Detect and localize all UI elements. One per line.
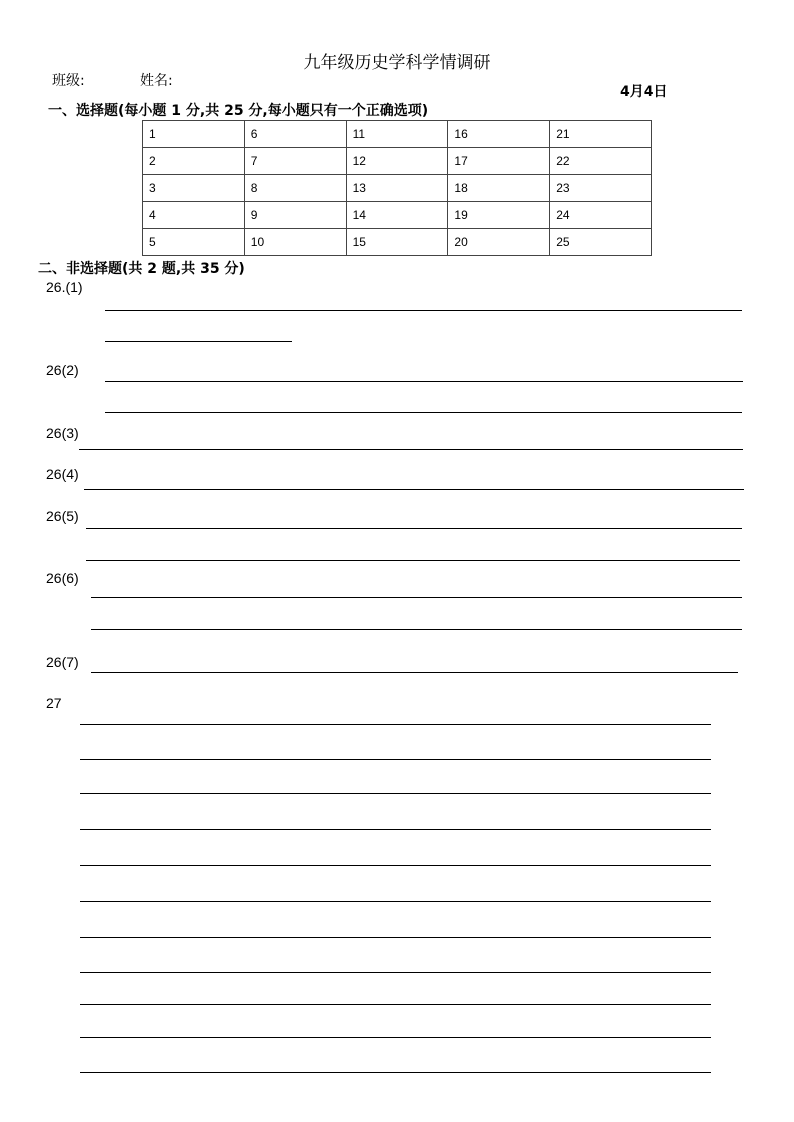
question-label-27: 27 [46, 695, 62, 711]
answer-cell[interactable]: 23 [550, 175, 652, 202]
answer-line[interactable] [105, 412, 742, 413]
answer-cell[interactable]: 5 [143, 229, 245, 256]
answer-line[interactable] [84, 489, 744, 490]
answer-line[interactable] [80, 901, 711, 902]
question-label-26-7: 26(7) [46, 654, 79, 670]
table-row [143, 175, 652, 202]
answer-cell[interactable]: 8 [244, 175, 346, 202]
answer-line[interactable] [80, 865, 711, 866]
answer-cell[interactable]: 21 [550, 121, 652, 148]
answer-line[interactable] [91, 629, 742, 630]
answer-cell[interactable]: 16 [448, 121, 550, 148]
answer-cell[interactable]: 24 [550, 202, 652, 229]
answer-line[interactable] [80, 724, 711, 725]
class-label: 班级: [52, 73, 85, 89]
answer-line[interactable] [79, 449, 743, 450]
question-label-26-4: 26(4) [46, 466, 79, 482]
answer-cell[interactable]: 3 [143, 175, 245, 202]
answer-line[interactable] [80, 972, 711, 973]
answer-cell[interactable]: 11 [346, 121, 448, 148]
answer-cell[interactable]: 7 [244, 148, 346, 175]
answer-cell[interactable]: 1 [143, 121, 245, 148]
answer-cell[interactable]: 13 [346, 175, 448, 202]
question-label-26-5: 26(5) [46, 508, 79, 524]
answer-cell[interactable]: 22 [550, 148, 652, 175]
table-row [143, 202, 652, 229]
answer-cell[interactable]: 25 [550, 229, 652, 256]
answer-cell[interactable]: 20 [448, 229, 550, 256]
answer-cell[interactable]: 9 [244, 202, 346, 229]
answer-line[interactable] [80, 937, 711, 938]
question-label-26-6: 26(6) [46, 570, 79, 586]
answer-line[interactable] [80, 1004, 711, 1005]
answer-cell[interactable]: 15 [346, 229, 448, 256]
answer-cell[interactable]: 6 [244, 121, 346, 148]
name-label: 姓名: [140, 73, 173, 89]
answer-line[interactable] [80, 829, 711, 830]
answer-cell[interactable]: 10 [244, 229, 346, 256]
answer-cell[interactable]: 14 [346, 202, 448, 229]
answer-line[interactable] [86, 560, 740, 561]
answer-cell[interactable]: 4 [143, 202, 245, 229]
page-title: 九年级历史学科学情调研 [303, 53, 491, 73]
answer-line[interactable] [80, 793, 711, 794]
answer-cell[interactable]: 17 [448, 148, 550, 175]
answer-cell[interactable]: 12 [346, 148, 448, 175]
answer-line[interactable] [91, 672, 738, 673]
section-choice-heading: 一、选择题(每小题 1 分,共 25 分,每小题只有一个正确选项) [48, 103, 429, 119]
answer-cell[interactable]: 18 [448, 175, 550, 202]
answer-line[interactable] [80, 1072, 711, 1073]
answer-line[interactable] [80, 1037, 711, 1038]
table-row [143, 121, 652, 148]
answer-line[interactable] [86, 528, 742, 529]
question-label-26-1: 26.(1) [46, 279, 83, 295]
answer-line[interactable] [105, 310, 742, 311]
answer-cell[interactable]: 2 [143, 148, 245, 175]
exam-date: 4月4日 [620, 84, 668, 100]
answer-grid [142, 120, 652, 256]
question-label-26-3: 26(3) [46, 425, 79, 441]
table-row [143, 148, 652, 175]
answer-line[interactable] [91, 597, 742, 598]
answer-line[interactable] [105, 341, 292, 342]
answer-line[interactable] [105, 381, 743, 382]
question-label-26-2: 26(2) [46, 362, 79, 378]
answer-line[interactable] [80, 759, 711, 760]
section-open-heading: 二、非选择题(共 2 题,共 35 分) [38, 261, 245, 277]
answer-cell[interactable]: 19 [448, 202, 550, 229]
table-row [143, 229, 652, 256]
